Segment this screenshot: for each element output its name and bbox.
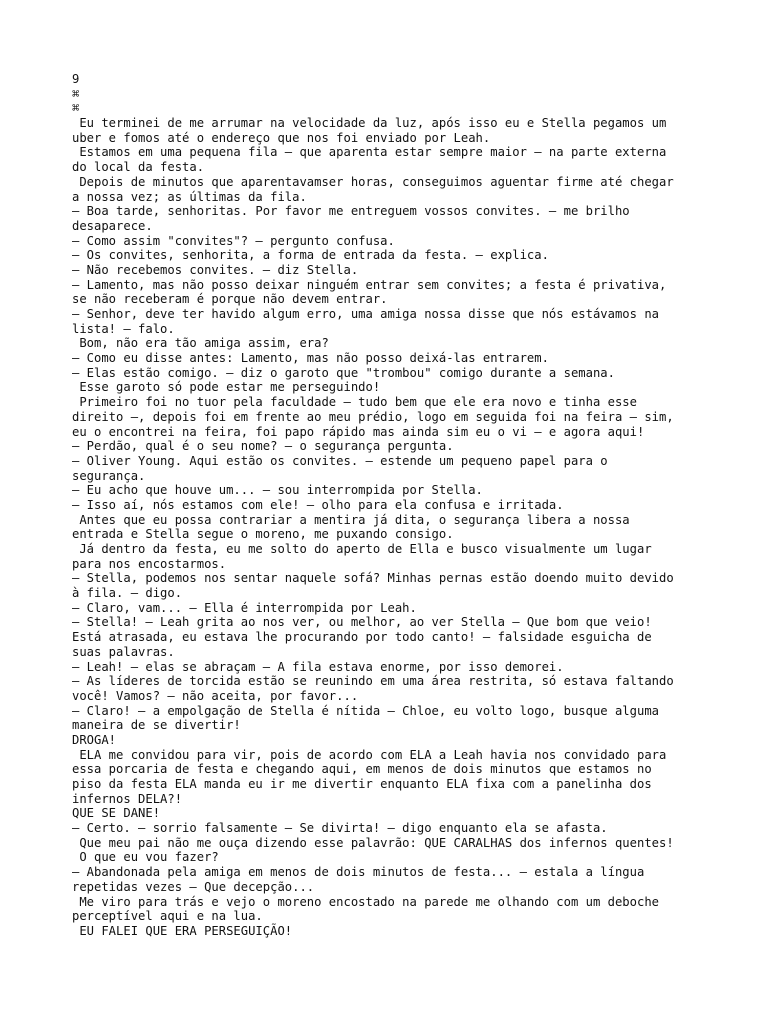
text-line: — Abandonada pela amiga em menos de dois minutos de festa... — estala a língua xyxy=(72,865,645,880)
text-line: — Lamento, mas não posso deixar ninguém entrar sem convites; a festa é privativa, xyxy=(72,277,667,292)
text-line: Esse garoto só pode estar me perseguindo! xyxy=(72,380,381,395)
document-page xyxy=(72,72,702,939)
text-line: Estamos em uma pequena fila — que aparenta estar sempre maior — na parte externa xyxy=(72,145,667,160)
text-line: eu o encontrei na feira, foi papo rápido mas ainda sim eu o vi — e agora aqui! xyxy=(72,424,645,439)
text-line: — Como eu disse antes: Lamento, mas não posso deixá-las entrarem. xyxy=(72,351,549,366)
text-line: — Elas estão comigo. — diz o garoto que "trombou" comigo durante a semana. xyxy=(72,365,615,380)
text-line: — Claro, vam... — Ella é interrompida por Leah. xyxy=(72,600,417,615)
text-line: — Stella! — Leah grita ao nos ver, ou melhor, ao ver Stella — Que bom que veio! xyxy=(72,615,652,630)
text-line: DROGA! xyxy=(72,732,117,747)
text-line: ELA me convidou para vir, pois de acordo com ELA a Leah havia nos convidado para xyxy=(72,747,667,762)
text-line: QUE SE DANE! xyxy=(72,806,161,821)
text-line: maneira de se divertir! xyxy=(72,718,241,733)
text-line: para nos encostarmos. xyxy=(72,556,227,571)
text-line: Já dentro da festa, eu me solto do aperto de Ella e busco visualmente um lugar xyxy=(72,542,652,556)
text-line: Antes que eu possa contrariar a mentira já dita, o segurança libera a nossa xyxy=(72,512,630,527)
text-line: lista! — falo. xyxy=(72,321,175,336)
text-line: repetidas vezes — Que decepção... xyxy=(72,879,315,894)
text-line: — Eu acho que houve um... — sou interrompida por Stella. xyxy=(72,483,483,498)
text-line: — Claro! — a empolgação de Stella é nítida — Chloe, eu volto logo, busque alguma xyxy=(72,703,659,718)
section-mark: ⌘ xyxy=(72,86,80,101)
text-line: segurança. xyxy=(72,468,146,483)
text-line: — Senhor, deve ter havido algum erro, uma amiga nossa disse que nós estávamos na xyxy=(72,307,659,321)
text-line: — Boa tarde, senhoritas. Por favor me entreguem vossos convites. — me brilho xyxy=(72,204,630,219)
text-line: essa porcaria de festa e chegando aqui, em menos de dois minutos que estamos no xyxy=(72,762,652,777)
text-line: — As líderes de torcida estão se reunindo em uma área restrita, só estava faltando xyxy=(72,674,674,689)
text-line: piso da festa ELA manda eu ir me divertir enquanto ELA fixa com a panelinha dos xyxy=(72,777,652,791)
text-line: — Perdão, qual é o seu nome? — o segurança pergunta. xyxy=(72,439,454,454)
text-line: do local da festa. xyxy=(72,160,205,175)
text-line: EU FALEI QUE ERA PERSEGUIÇÃO! xyxy=(72,923,293,938)
text-line: você! Vamos? — não aceita, por favor... xyxy=(72,688,359,703)
text-line: entrada e Stella segue o moreno, me puxando consigo. xyxy=(72,527,454,542)
text-line: — Leah! — elas se abraçam — A fila estava enorme, por isso demorei. xyxy=(72,659,564,674)
text-line: Me viro para trás e vejo o moreno encostado na parede me olhando com um deboche xyxy=(72,894,659,909)
text-line: a nossa vez; as últimas da fila. xyxy=(72,189,307,204)
text-line: Bom, não era tão amiga assim, era? xyxy=(72,336,329,351)
text-line: infernos DELA?! xyxy=(72,791,183,806)
text-line: desaparece. xyxy=(72,218,153,233)
text-line: Que meu pai não me ouça dizendo esse palavrão: QUE CARALHAS dos infernos quentes! xyxy=(72,835,674,850)
text-line: à fila. — digo. xyxy=(72,586,183,601)
text-line: Eu terminei de me arrumar na velocidade da luz, após isso eu e Stella pegamos um xyxy=(72,116,667,131)
text-line: — Não recebemos convites. — diz Stella. xyxy=(72,262,359,277)
text-line: — Como assim "convites"? — pergunto confusa. xyxy=(72,233,395,248)
text-line: perceptível aqui e na lua. xyxy=(72,909,263,924)
text-line: — Isso aí, nós estamos com ele! — olho para ela confusa e irritada. xyxy=(72,497,564,512)
text-line: suas palavras. xyxy=(72,644,175,659)
text-line: — Os convites, senhorita, a forma de entrada da festa. — explica. xyxy=(72,248,549,263)
text-line: Está atrasada, eu estava lhe procurando por todo canto! — falsidade esguicha de xyxy=(72,630,652,645)
text-line: se não receberam é porque não devem entrar. xyxy=(72,292,388,307)
section-mark: ⌘ xyxy=(72,101,80,116)
text-line: direito —, depois foi em frente ao meu prédio, logo em seguida foi na feira — sim, xyxy=(72,409,674,424)
text-line: O que eu vou fazer? xyxy=(72,850,219,865)
text-line: uber e fomos até o endereço que nos foi enviado por Leah. xyxy=(72,130,491,145)
chapter-number: 9 xyxy=(72,72,80,86)
text-line: — Stella, podemos nos sentar naquele sofá? Minhas pernas estão doendo muito devido xyxy=(72,571,674,586)
text-line: — Certo. — sorrio falsamente — Se divirta! — digo enquanto ela se afasta. xyxy=(72,821,608,836)
text-line: — Oliver Young. Aqui estão os convites. — estende um pequeno papel para o xyxy=(72,453,608,468)
text-line: Depois de minutos que aparentavamser horas, conseguimos aguentar firme até chegar xyxy=(72,174,674,189)
text-line: Primeiro foi no tuor pela faculdade — tudo bem que ele era novo e tinha esse xyxy=(72,395,637,410)
